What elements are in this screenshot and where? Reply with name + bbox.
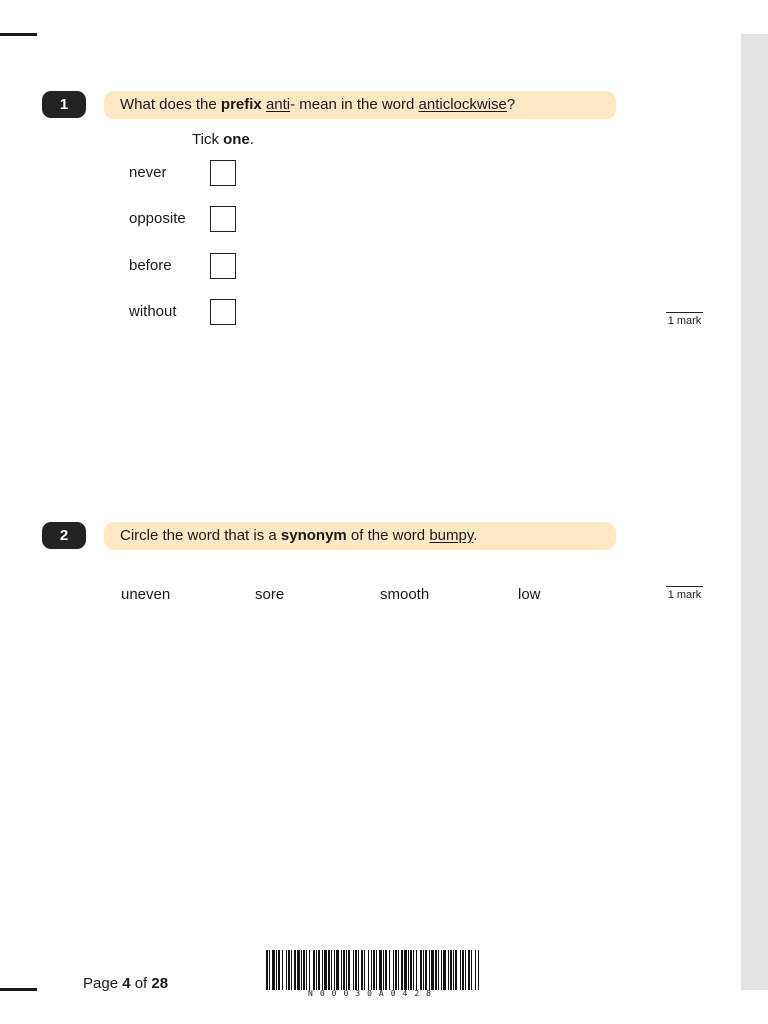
mark-allocation: 1 mark — [666, 586, 703, 602]
prompt-underlined-word: bumpy — [429, 527, 474, 544]
question-prompt — [104, 91, 616, 119]
page-prefix: Page — [83, 975, 123, 992]
prompt-text: . — [473, 527, 478, 544]
page-total: 28 — [151, 975, 169, 992]
question-number-badge: 2 — [42, 522, 86, 549]
option-label-never: never — [129, 164, 167, 181]
right-margin-strip — [741, 34, 768, 990]
instruction-text: . — [249, 131, 254, 148]
option-checkbox-without[interactable] — [210, 299, 236, 325]
prompt-text: Circle the word that is a — [120, 527, 281, 544]
barcode — [266, 950, 480, 990]
option-checkbox-opposite[interactable] — [210, 206, 236, 232]
question-prompt — [104, 522, 616, 550]
option-checkbox-before[interactable] — [210, 253, 236, 279]
prompt-bold-term: synonym — [280, 527, 347, 544]
page-current: 4 — [122, 975, 131, 992]
page-number — [83, 974, 168, 994]
barcode-number: N00030A0428 — [308, 989, 438, 998]
answer-word-smooth[interactable]: smooth — [380, 586, 430, 603]
prompt-text: ? — [506, 96, 516, 113]
prompt-text: What does the — [120, 96, 221, 113]
question-number-badge: 1 — [42, 91, 86, 118]
answer-word-sore[interactable]: sore — [255, 586, 285, 603]
option-checkbox-never[interactable] — [210, 160, 236, 186]
prompt-bold-term: prefix — [220, 96, 262, 113]
instruction-text: Tick — [192, 131, 224, 148]
corner-crop-mark-bottom — [0, 988, 37, 991]
prompt-underlined-prefix: anti — [265, 96, 291, 113]
option-label-without: without — [129, 303, 177, 320]
tick-instruction — [192, 130, 254, 150]
page-of: of — [130, 975, 152, 992]
corner-crop-mark-top — [0, 33, 37, 36]
option-label-opposite: opposite — [129, 210, 186, 227]
prompt-underlined-word: anticlockwise — [418, 96, 507, 113]
answer-word-uneven[interactable]: uneven — [121, 586, 171, 603]
answer-word-low[interactable]: low — [518, 586, 541, 603]
prompt-text: of the word — [346, 527, 430, 544]
option-label-before: before — [129, 257, 172, 274]
prompt-text: - mean in the word — [290, 96, 419, 113]
mark-allocation: 1 mark — [666, 312, 703, 328]
instruction-bold: one — [223, 131, 250, 148]
